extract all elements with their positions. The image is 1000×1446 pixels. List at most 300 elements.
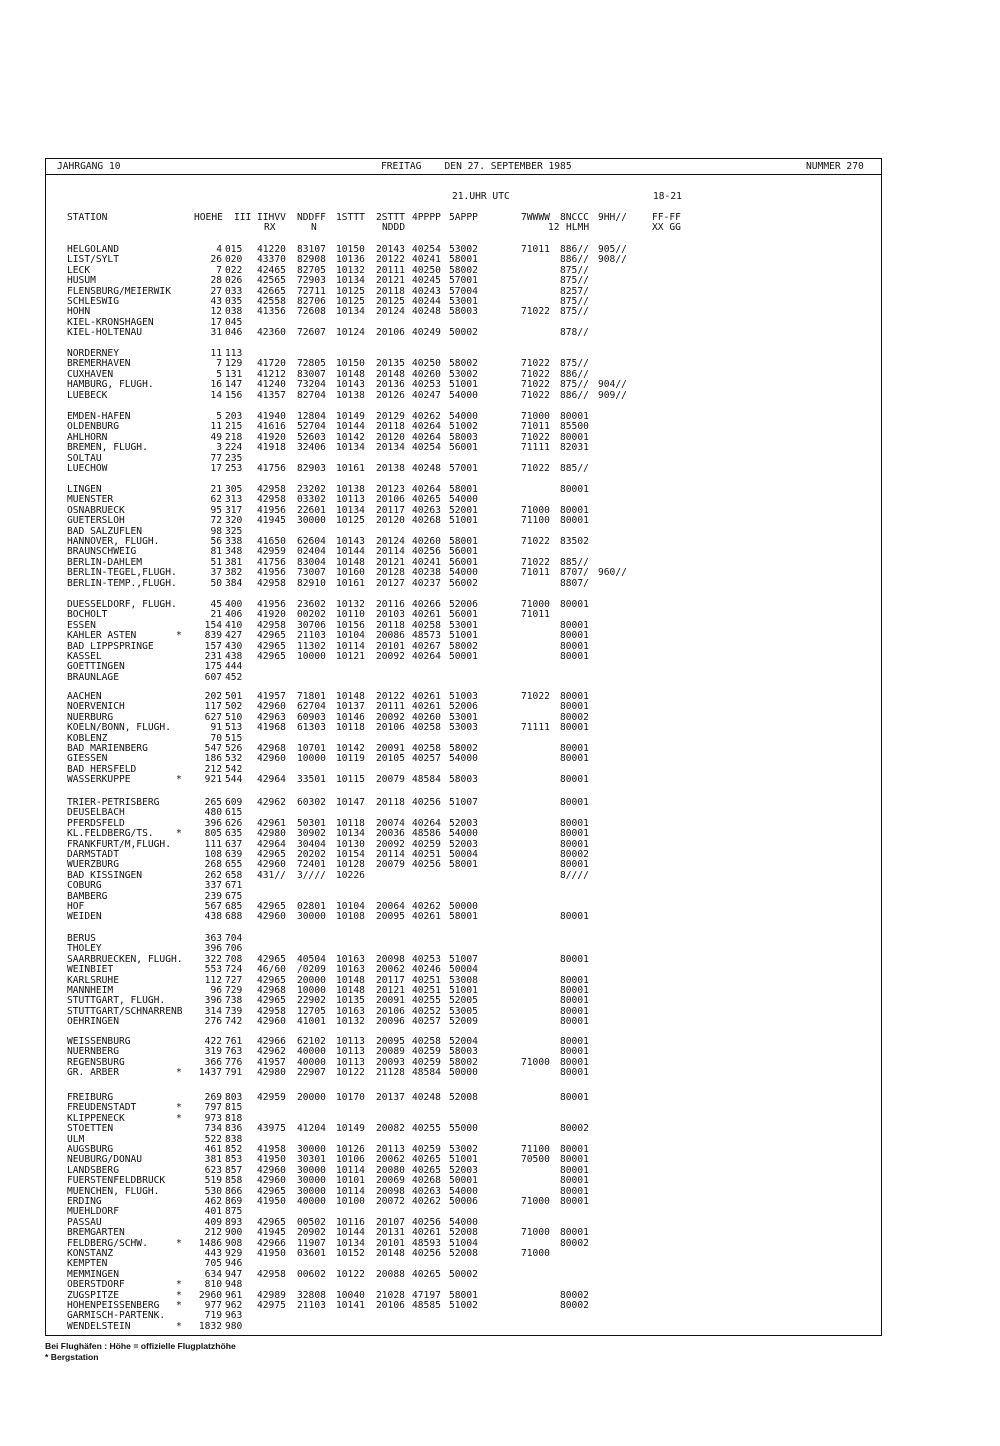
station-name: COBURG: [67, 880, 102, 892]
station-index: 724: [225, 964, 243, 976]
group-8nccc: 886//: [560, 244, 589, 255]
station-height: 409: [204, 1216, 222, 1228]
group-5appp: 54000: [449, 1185, 478, 1197]
station-index: 338: [225, 536, 243, 547]
group-4pppp: 40253: [412, 953, 441, 965]
group-1sttt: 10150: [336, 358, 365, 370]
group-nddff: 10000: [297, 985, 326, 996]
station-height: 530: [204, 1185, 222, 1197]
group-iihvv: 41945: [257, 515, 286, 527]
station-index: 381: [225, 556, 243, 568]
group-4pppp: 40259: [412, 1144, 441, 1155]
group-7wwww: 70500: [521, 1154, 550, 1166]
group-5appp: 50004: [449, 849, 478, 860]
station-index: 875: [225, 1206, 243, 1218]
group-4pppp: 40258: [412, 743, 441, 754]
group-4pppp: 40250: [412, 358, 441, 370]
group-iihvv: 41957: [257, 1056, 286, 1068]
group-nddff: 32808: [297, 1289, 326, 1301]
group-iihvv: 42965: [257, 995, 286, 1007]
group-8nccc: 80001: [560, 1092, 589, 1103]
station-name: HOHENPEISSENBERG: [67, 1300, 160, 1311]
station-name: BAD SALZUFLEN: [67, 525, 143, 537]
group-8nccc: 80001: [560, 797, 589, 808]
station-name: KONSTANZ: [67, 1248, 114, 1259]
station-height: 719: [204, 1310, 222, 1322]
group-1sttt: 10114: [336, 640, 365, 652]
station-name: KEMPTEN: [67, 1258, 108, 1270]
group-2sttt: 20092: [376, 838, 405, 850]
group-4pppp: 40249: [412, 327, 441, 339]
group-1sttt: 10150: [336, 244, 365, 255]
group-nddff: 11907: [297, 1237, 326, 1249]
col-station: STATION: [67, 212, 108, 223]
station-row: [46, 860, 883, 870]
group-1sttt: 10170: [336, 1092, 365, 1103]
station-row: [46, 1093, 883, 1103]
group-4pppp: 40266: [412, 599, 441, 610]
station-height: 977: [204, 1300, 222, 1311]
group-4pppp: 40265: [412, 1154, 441, 1166]
group-1sttt: 10100: [336, 1196, 365, 1207]
group-nddff: 82704: [297, 389, 326, 401]
group-nddff: 73204: [297, 379, 326, 391]
group-4pppp: 40245: [412, 275, 441, 287]
group-8nccc: 80002: [560, 849, 589, 860]
group-iihvv: 41956: [257, 567, 286, 579]
station-height: 363: [204, 933, 222, 944]
station-row: [46, 1311, 883, 1321]
group-4pppp: 40268: [412, 1175, 441, 1187]
group-7wwww: 71000: [521, 1227, 550, 1239]
group-2sttt: 20121: [376, 985, 405, 996]
group-9hh: 908//: [598, 254, 627, 266]
station-index: 384: [225, 577, 243, 589]
station-height: 112: [204, 974, 222, 986]
station-name: LUECHOW: [67, 463, 108, 474]
group-2sttt: 20143: [376, 244, 405, 255]
station-row: [46, 723, 883, 733]
station-name: KOELN/BONN, FLUGH.: [67, 722, 171, 734]
station-height: 186: [204, 753, 222, 765]
group-4pppp: 40261: [412, 701, 441, 713]
station-name: MEMMINGEN: [67, 1268, 119, 1280]
group-nddff: 20000: [297, 1092, 326, 1103]
station-height: 43: [210, 296, 222, 307]
group-iihvv: 42960: [257, 1175, 286, 1187]
station-name: HELGOLAND: [67, 244, 119, 255]
group-2sttt: 20138: [376, 463, 405, 474]
group-5appp: 52003: [449, 817, 478, 829]
station-height: 810: [204, 1279, 222, 1291]
group-8nccc: 80002: [560, 1289, 589, 1301]
station-row: [46, 307, 883, 317]
station-name: DUESSELDORF, FLUGH.: [67, 599, 177, 610]
station-name: LINGEN: [67, 484, 102, 495]
group-1sttt: 10143: [336, 536, 365, 547]
group-1sttt: 10114: [336, 1185, 365, 1197]
station-index: 129: [225, 358, 243, 370]
station-name: BERLIN-TEGEL,FLUGH.: [67, 567, 177, 579]
group-2sttt: 20091: [376, 995, 405, 1007]
group-nddff: 52603: [297, 431, 326, 443]
station-index: 929: [225, 1248, 243, 1259]
group-8nccc: 886//: [560, 368, 589, 380]
group-4pppp: 48593: [412, 1237, 441, 1249]
group-5appp: 51004: [449, 1237, 478, 1249]
group-5appp: 51001: [449, 515, 478, 527]
group-4pppp: 40251: [412, 849, 441, 860]
group-8nccc: 80002: [560, 711, 589, 723]
group-4pppp: 40246: [412, 964, 441, 976]
group-4pppp: 40263: [412, 504, 441, 516]
group-8nccc: 886//: [560, 254, 589, 266]
mountain-marker: *: [176, 1067, 182, 1079]
station-height: 265: [204, 797, 222, 808]
group-4pppp: 40255: [412, 995, 441, 1007]
group-1sttt: 10152: [336, 1248, 365, 1259]
group-5appp: 58001: [449, 484, 478, 495]
station-row: [46, 662, 883, 672]
group-4pppp: 40259: [412, 1056, 441, 1068]
group-5appp: 54000: [449, 753, 478, 765]
group-7wwww: 71011: [521, 609, 550, 621]
group-7wwww: 71000: [521, 1196, 550, 1207]
group-iihvv: 42360: [257, 327, 286, 339]
group-7wwww: 71022: [521, 463, 550, 474]
group-2sttt: 20079: [376, 859, 405, 871]
station-name: FRANKFURT/M,FLUGH.: [67, 838, 171, 850]
station-row: [46, 934, 883, 944]
station-height: 381: [204, 1154, 222, 1166]
station-index: 761: [225, 1036, 243, 1047]
group-2sttt: 20101: [376, 640, 405, 652]
group-2sttt: 20118: [376, 421, 405, 433]
group-8nccc: 80001: [560, 651, 589, 662]
station-height: 212: [204, 1227, 222, 1239]
group-iihvv: 41968: [257, 722, 286, 734]
group-5appp: 52009: [449, 1016, 478, 1028]
group-1sttt: 10132: [336, 599, 365, 610]
group-5appp: 54000: [449, 389, 478, 401]
group-5appp: 58002: [449, 743, 478, 754]
station-index: 502: [225, 701, 243, 713]
station-height: 50: [210, 577, 222, 589]
station-index: 430: [225, 640, 243, 652]
group-2sttt: 20135: [376, 358, 405, 370]
group-nddff: 82706: [297, 296, 326, 307]
group-2sttt: 20122: [376, 254, 405, 266]
group-nddff: 10000: [297, 753, 326, 765]
mountain-marker: *: [176, 1237, 182, 1249]
station-index: 639: [225, 849, 243, 860]
station-row: [46, 1301, 883, 1311]
group-4pppp: 40264: [412, 484, 441, 495]
station-index: 542: [225, 763, 243, 775]
group-iihvv: 42960: [257, 859, 286, 871]
station-name: AUGSBURG: [67, 1144, 114, 1155]
group-8nccc: 80001: [560, 1016, 589, 1028]
station-index: 444: [225, 661, 243, 673]
col-ff-ff: FF-FF: [652, 212, 681, 223]
station-height: 2960: [198, 1289, 222, 1301]
col-iihvv: IIHVV: [257, 212, 286, 223]
col-7wwww: 7WWWW: [521, 212, 550, 223]
group-4pppp: 40255: [412, 1123, 441, 1135]
station-index: 803: [225, 1092, 243, 1103]
group-1sttt: 10113: [336, 1056, 365, 1068]
station-height: 734: [204, 1123, 222, 1135]
station-row: [46, 579, 883, 589]
station-index: 348: [225, 546, 243, 558]
station-name: DARMSTADT: [67, 849, 119, 860]
group-5appp: 58002: [449, 358, 478, 370]
group-nddff: 41001: [297, 1016, 326, 1028]
group-1sttt: 10110: [336, 609, 365, 621]
group-8nccc: 80001: [560, 1164, 589, 1176]
group-5appp: 51002: [449, 421, 478, 433]
group-1sttt: 10144: [336, 1227, 365, 1239]
station-height: 7: [216, 358, 222, 370]
group-2sttt: 20127: [376, 577, 405, 589]
station-name: SAARBRUECKEN, FLUGH.: [67, 953, 183, 965]
group-nddff: 60302: [297, 797, 326, 808]
station-index: 658: [225, 869, 243, 881]
group-nddff: 83107: [297, 244, 326, 255]
group-iihvv: 41756: [257, 463, 286, 474]
group-5appp: 50000: [449, 901, 478, 912]
group-4pppp: 40268: [412, 515, 441, 527]
station-name: WENDELSTEIN: [67, 1320, 131, 1332]
station-index: 427: [225, 630, 243, 642]
group-8nccc: 80001: [560, 1067, 589, 1079]
group-8nccc: 875//: [560, 306, 589, 318]
group-1sttt: 10138: [336, 484, 365, 495]
station-name: GIESSEN: [67, 753, 108, 765]
group-1sttt: 10226: [336, 869, 365, 881]
group-iihvv: 41945: [257, 1227, 286, 1239]
group-4pppp: 40251: [412, 974, 441, 986]
station-name: MANNHEIM: [67, 985, 114, 996]
group-1sttt: 10125: [336, 285, 365, 297]
station-height: 7: [216, 264, 222, 276]
group-nddff: 82908: [297, 254, 326, 266]
station-height: 623: [204, 1164, 222, 1176]
group-4pppp: 40252: [412, 1005, 441, 1017]
station-height: 797: [204, 1102, 222, 1114]
station-height: 108: [204, 849, 222, 860]
station-index: 305: [225, 484, 243, 495]
station-height: 77: [210, 452, 222, 464]
group-2sttt: 20069: [376, 1175, 405, 1187]
group-2sttt: 20107: [376, 1216, 405, 1228]
station-height: 396: [204, 995, 222, 1007]
group-1sttt: 10144: [336, 546, 365, 558]
station-height: 314: [204, 1005, 222, 1017]
group-4pppp: 40257: [412, 1016, 441, 1028]
footnote-mountain: * Bergstation: [45, 1352, 99, 1362]
station-height: 1437: [198, 1067, 222, 1079]
station-index: 320: [225, 515, 243, 527]
group-nddff: 72401: [297, 859, 326, 871]
group-1sttt: 10108: [336, 911, 365, 923]
group-2sttt: 20117: [376, 974, 405, 986]
group-4pppp: 40261: [412, 1227, 441, 1239]
group-1sttt: 10116: [336, 1216, 365, 1228]
group-nddff: 30404: [297, 838, 326, 850]
group-5appp: 56001: [449, 442, 478, 454]
station-height: 438: [204, 911, 222, 923]
group-5appp: 58003: [449, 774, 478, 786]
group-5appp: 51001: [449, 379, 478, 391]
group-1sttt: 10148: [336, 556, 365, 568]
station-index: 704: [225, 933, 243, 944]
group-2sttt: 20062: [376, 1154, 405, 1166]
group-iihvv: 42558: [257, 296, 286, 307]
group-iihvv: 42958: [257, 1005, 286, 1017]
col-n: N: [311, 222, 317, 233]
station-name: WEINBIET: [67, 964, 114, 976]
group-nddff: 72805: [297, 358, 326, 370]
group-8nccc: 83502: [560, 536, 589, 547]
station-height: 175: [204, 661, 222, 673]
station-index: 655: [225, 859, 243, 871]
group-nddff: 82910: [297, 577, 326, 589]
station-height: 21: [210, 484, 222, 495]
station-height: 70: [210, 732, 222, 744]
col-5appp: 5APPP: [449, 212, 478, 223]
station-height: 14: [210, 389, 222, 401]
group-8nccc: 85500: [560, 421, 589, 433]
group-8nccc: 885//: [560, 463, 589, 474]
observation-time: 21.UHR UTC: [452, 191, 510, 202]
group-1sttt: 10134: [336, 504, 365, 516]
group-2sttt: 20095: [376, 1036, 405, 1047]
group-2sttt: 20123: [376, 484, 405, 495]
station-index: 963: [225, 1310, 243, 1322]
station-height: 1486: [198, 1237, 222, 1249]
group-nddff: /0209: [297, 964, 326, 976]
station-name: REGENSBURG: [67, 1056, 125, 1068]
group-iihvv: 41918: [257, 442, 286, 454]
col-12: 12: [548, 222, 560, 233]
footnote-airports: Bei Flughäfen : Höhe = offizielle Flugplatzhöhe: [45, 1341, 236, 1351]
group-nddff: 03302: [297, 494, 326, 506]
station-height: 462: [204, 1196, 222, 1207]
group-5appp: 58002: [449, 640, 478, 652]
group-2sttt: 20111: [376, 701, 405, 713]
group-1sttt: 10149: [336, 411, 365, 422]
group-8nccc: 80001: [560, 411, 589, 422]
group-8nccc: 80001: [560, 1185, 589, 1197]
station-name: OBERSTDORF: [67, 1279, 125, 1291]
station-height: 81: [210, 546, 222, 558]
group-8nccc: 80001: [560, 431, 589, 443]
station-index: 224: [225, 442, 243, 454]
group-8nccc: 80001: [560, 619, 589, 631]
group-iihvv: 41958: [257, 1144, 286, 1155]
group-2sttt: 20114: [376, 546, 405, 558]
col-iii: III: [234, 212, 252, 223]
group-1sttt: 10156: [336, 619, 365, 631]
group-nddff: 82705: [297, 264, 326, 276]
group-5appp: 53001: [449, 711, 478, 723]
group-9hh: 904//: [598, 379, 627, 391]
group-7wwww: 71022: [521, 691, 550, 702]
group-1sttt: 10148: [336, 368, 365, 380]
group-5appp: 53002: [449, 368, 478, 380]
station-index: 253: [225, 463, 243, 474]
station-height: 11: [210, 421, 222, 433]
group-5appp: 52008: [449, 1227, 478, 1239]
station-index: 893: [225, 1216, 243, 1228]
station-index: 400: [225, 599, 243, 610]
group-1sttt: 10121: [336, 651, 365, 662]
station-index: 215: [225, 421, 243, 433]
group-nddff: 12804: [297, 411, 326, 422]
group-5appp: 58001: [449, 859, 478, 871]
station-index: 544: [225, 774, 243, 786]
group-8nccc: 885//: [560, 556, 589, 568]
group-1sttt: 10161: [336, 577, 365, 589]
group-7wwww: 71022: [521, 389, 550, 401]
group-5appp: 58001: [449, 254, 478, 266]
group-8nccc: 80001: [560, 995, 589, 1007]
group-1sttt: 10138: [336, 389, 365, 401]
group-1sttt: 10122: [336, 1268, 365, 1280]
group-5appp: 51002: [449, 1300, 478, 1311]
group-2sttt: 20064: [376, 901, 405, 912]
group-iihvv: 41616: [257, 421, 286, 433]
group-1sttt: 10149: [336, 1123, 365, 1135]
station-index: 382: [225, 567, 243, 579]
group-7wwww: 71022: [521, 536, 550, 547]
station-name: KARLSRUHE: [67, 974, 119, 986]
station-index: 980: [225, 1320, 243, 1332]
group-nddff: 71801: [297, 691, 326, 702]
station-name: GR. ARBER: [67, 1067, 119, 1079]
station-name: AHLHORN: [67, 431, 108, 443]
station-height: 31: [210, 327, 222, 339]
station-height: 269: [204, 1092, 222, 1103]
group-2sttt: 20111: [376, 264, 405, 276]
station-name: ESSEN: [67, 619, 96, 631]
group-iihvv: 41957: [257, 691, 286, 702]
station-name: BAD HERSFELD: [67, 763, 137, 775]
station-name: PFERDSFELD: [67, 817, 125, 829]
group-1sttt: 10134: [336, 306, 365, 318]
station-name: BREMERHAVEN: [67, 358, 131, 370]
group-nddff: 30000: [297, 1164, 326, 1176]
group-5appp: 58001: [449, 911, 478, 923]
station-index: 738: [225, 995, 243, 1007]
group-iihvv: 42965: [257, 630, 286, 642]
group-8nccc: 80001: [560, 753, 589, 765]
station-height: 443: [204, 1248, 222, 1259]
group-5appp: 50001: [449, 1175, 478, 1187]
group-4pppp: 40256: [412, 797, 441, 808]
station-name: PASSAU: [67, 1216, 102, 1228]
group-1sttt: 10136: [336, 254, 365, 266]
group-4pppp: 40247: [412, 389, 441, 401]
group-iihvv: 46/60: [257, 964, 286, 976]
group-nddff: 72711: [297, 285, 326, 297]
group-1sttt: 10114: [336, 1164, 365, 1176]
group-iihvv: 42965: [257, 651, 286, 662]
station-name: MUENSTER: [67, 494, 114, 506]
group-iihvv: 41940: [257, 411, 286, 422]
station-name: BRAUNLAGE: [67, 671, 119, 683]
